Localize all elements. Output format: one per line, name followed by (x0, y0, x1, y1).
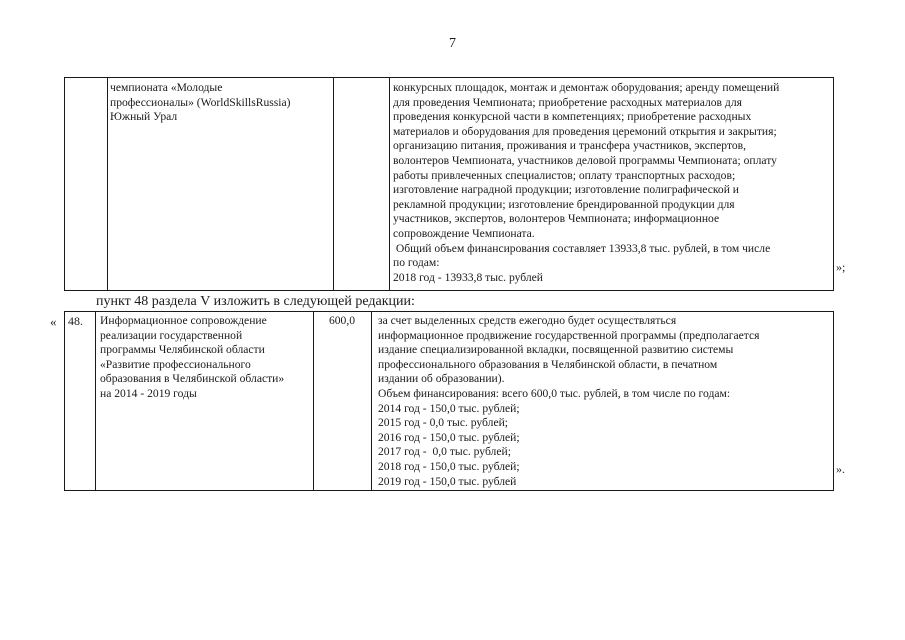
description-line: издание специализированной вкладки, посвященной развитию системы (378, 343, 734, 357)
description-line: сопровождение Чемпионата. (393, 226, 535, 240)
description-line: участников, экспертов, волонтеров Чемпионата; информационное (393, 212, 720, 226)
description-line: за счет выделенных средств ежегодно будет осуществляться (378, 314, 677, 327)
name-line: реализации государственной (100, 328, 243, 342)
column-divider (371, 312, 372, 490)
row-number: 48. (68, 314, 83, 328)
amount-cell: 600,0 (328, 314, 356, 327)
year-line: 2018 год - 150,0 тыс. рублей; (378, 459, 520, 473)
year-line: 2019 год - 150,0 тыс. рублей (378, 474, 517, 488)
item-48-table (64, 311, 834, 491)
closing-mark: »; (836, 260, 846, 274)
column-divider (333, 78, 334, 290)
description-line: изготовление наградной продукции; изготовление полиграфической и (393, 183, 740, 197)
name-line: программы Челябинской области (100, 343, 265, 357)
description-line: проведения конкурсной части в компетенциях; приобретение расходных (393, 110, 752, 124)
name-line: Южный Урал (110, 110, 178, 124)
opening-quote: « (50, 314, 57, 329)
measure-name-cell (110, 81, 330, 125)
name-line: профессионалы» (WorldSkillsRussia) (110, 95, 291, 109)
funding-total-line: Объем финансирования: всего 600,0 тыс. рублей, в том числе по годам: (378, 386, 731, 400)
description-line: организацию питания, проживания и трансфера участников, экспертов, (393, 139, 747, 153)
column-divider (313, 312, 314, 490)
description-line: конкурсных площадок, монтаж и демонтаж оборудования; аренду помещений (393, 81, 780, 94)
year-line: 2017 год - 0,0 тыс. рублей; (378, 445, 511, 459)
measure-name-cell (100, 314, 309, 402)
continuation-table (64, 77, 834, 291)
amendment-intro: пункт 48 раздела V изложить в следующей редакции: (96, 294, 415, 309)
description-cell (393, 81, 829, 285)
name-line: на 2014 - 2019 годы (100, 386, 197, 400)
description-line: волонтеров Чемпионата, участников деловой программы Чемпионата; оплату (393, 153, 777, 167)
column-divider (95, 312, 96, 490)
description-line: работы привлеченных специалистов; оплату транспортных расходов; (393, 168, 736, 182)
year-line: 2018 год - 13933,8 тыс. рублей (393, 270, 543, 284)
column-divider (389, 78, 390, 290)
description-line: информационное продвижение государственной программы (предполагается (378, 328, 760, 342)
year-line: 2016 год - 150,0 тыс. рублей; (378, 430, 520, 444)
description-line: рекламной продукции; изготовление брендированной продукции для (393, 197, 735, 211)
description-line: издании об образовании). (378, 372, 505, 386)
year-line: 2015 год - 0,0 тыс. рублей; (378, 416, 509, 430)
name-line: образования в Челябинской области» (100, 372, 285, 386)
year-line: 2014 год - 150,0 тыс. рублей; (378, 401, 520, 415)
description-line: по годам: (393, 256, 440, 270)
description-line: профессионального образования в Челябинской области, в печатном (378, 357, 718, 371)
description-cell (378, 314, 830, 489)
description-line: материалов и оборудования для проведения церемоний открытия и закрытия; (393, 124, 777, 138)
column-divider (107, 78, 108, 290)
funding-total-line: Общий объем финансирования составляет 13933,8 тыс. рублей, в том числе (393, 241, 771, 255)
name-line: Информационное сопровождение (100, 314, 267, 327)
name-line: «Развитие профессионального (100, 357, 251, 371)
name-line: чемпионата «Молодые (110, 81, 223, 94)
closing-mark: ». (836, 462, 845, 476)
page-number: 7 (449, 36, 456, 51)
description-line: для проведения Чемпионата; приобретение расходных материалов для (393, 95, 742, 109)
